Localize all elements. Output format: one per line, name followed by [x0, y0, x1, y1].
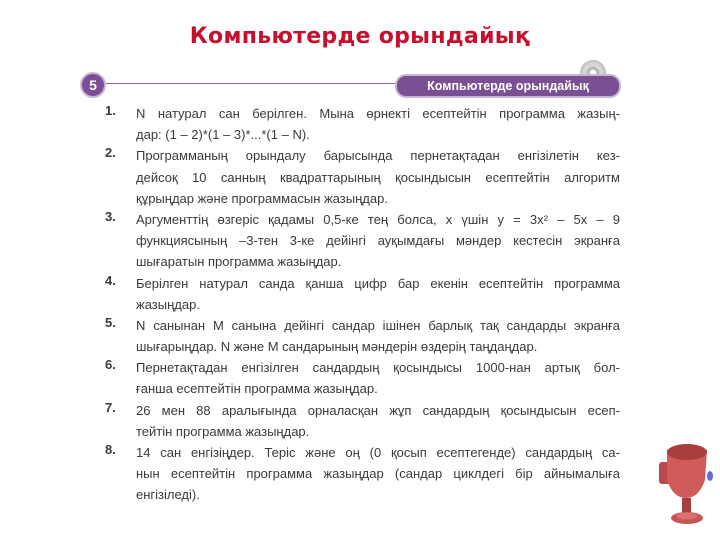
section-number-badge: 5 [80, 72, 106, 98]
exercise-number: 7. [105, 399, 116, 415]
trophy-icon [655, 440, 717, 530]
exercise-text-line: Берілген натурал санда қанша цифр бар екенін есептейтін программа [136, 275, 620, 291]
exercise-number: 1. [105, 103, 116, 118]
exercise-item [105, 273, 620, 315]
exercise-item [105, 209, 620, 273]
exercise-text-line: дар: (1 – 2)*(1 – 3)*...*(1 – N). [136, 127, 310, 143]
exercise-text-line: N натурал сан берілген. Мына өрнекті есептейтін программа жазың- [136, 106, 620, 121]
exercise-item [105, 145, 620, 209]
exercise-item [105, 400, 620, 442]
header-divider [90, 83, 410, 84]
exercise-number: 2. [105, 145, 116, 161]
exercise-text-line: шығарыңдар. N және M сандарының мәндерін өздерің таңдаңдар. [136, 339, 538, 355]
exercise-number: 5. [105, 314, 116, 330]
exercise-text-line: тейтін программа жазыңдар. [136, 423, 310, 439]
exercise-text-line: 14 сан енгізіңдер. Теріс және оң (0 қосып есептегенде) сандардың са- [136, 445, 620, 460]
exercise-text-line: дейсоқ 10 санның квадраттарының қосындысын есептейтін алгоритм [136, 169, 620, 185]
exercise-text-line: N санынан M санына дейінгі сандар ішінен барлық тақ сандарды экранға [136, 317, 620, 333]
exercise-text-line: енгізіледі). [136, 487, 200, 503]
exercise-list [105, 103, 620, 506]
exercise-number: 3. [105, 208, 116, 224]
section-label-pill: Компьютерде орындайық [395, 74, 621, 98]
exercise-number: 4. [105, 272, 116, 288]
exercise-number: 8. [105, 442, 116, 457]
slide-title: Компьютерде орындайық [189, 24, 531, 49]
exercise-text-line: функциясының –3-тен 3-ке дейінгі ауқымдағы мәндер кестесін экранға [136, 233, 620, 249]
exercise-text-line: Программаның орындалу барысында пернетақтадан енгізілетін кез- [136, 148, 620, 164]
exercise-text-line: Пернетақтадан енгізілген сандардың қосындысы 1000-нан артық бол- [136, 360, 620, 376]
exercise-text-line: жазыңдар. [136, 296, 200, 312]
exercise-text-line: Аргументтің өзгеріс қадамы 0,5-ке тең болса, x үшін y = 3x² – 5x – 9 [136, 211, 620, 227]
exercise-item [105, 103, 620, 145]
exercise-item [105, 315, 620, 357]
exercise-text-line: нын есептейтін программа жазыңдар (сандар циклдегі бір айнымалыға [136, 466, 620, 482]
exercise-text-line: ғанша есептейтін программа жазыңдар. [136, 381, 378, 397]
exercise-text-line: 26 мен 88 аралығында орналасқан жұп сандардың қосындысын есеп- [136, 402, 620, 418]
exercise-item [105, 357, 620, 399]
exercise-item [105, 442, 620, 506]
exercise-number: 6. [105, 357, 116, 373]
exercise-text-line: шығаратын программа жазыңдар. [136, 254, 342, 270]
exercise-text-line: құрыңдар және программасын жазыңдар. [136, 190, 388, 206]
